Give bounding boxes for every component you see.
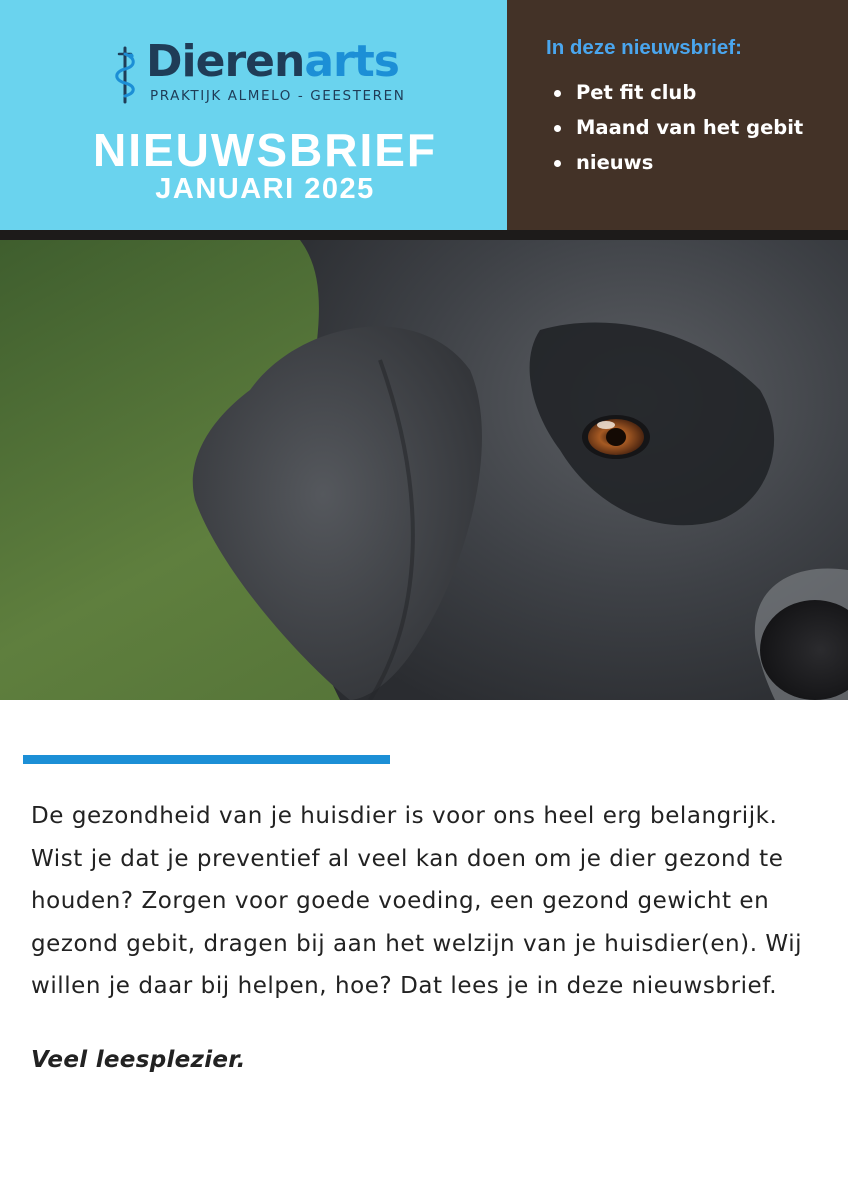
- intro-paragraph: De gezondheid van je huisdier is voor ons heel erg belangrijk. Wist je dat je preventief al veel kan doen om je dier gezond te houden? Zorgen voor goede voeding, een gezond gewicht en gezond gebit, dragen bij aan het welzijn van je huisdier(en). Wij willen je daar bij helpen, hoe? Dat lees je in deze nieuwsbrief.: [31, 803, 803, 999]
- clinic-logo: [110, 36, 410, 108]
- accent-bar: [23, 755, 390, 764]
- toc-item[interactable]: [552, 80, 803, 115]
- clinic-name-blue: arts: [304, 36, 399, 87]
- toc-item[interactable]: [552, 115, 803, 150]
- caduceus-icon: [110, 44, 140, 104]
- newsletter-date: JANUARI 2025: [155, 173, 375, 205]
- toc-item-label: nieuws: [576, 151, 654, 174]
- toc-item-label: Maand van het gebit: [576, 116, 804, 139]
- toc-item-label: Pet fit club: [576, 81, 697, 104]
- bullet-icon: [554, 125, 561, 132]
- toc-item[interactable]: [552, 150, 803, 185]
- clinic-subtitle: PRAKTIJK ALMELO - GEESTEREN: [150, 88, 406, 104]
- clinic-name-dark: Dieren: [146, 36, 305, 87]
- dog-illustration: [0, 240, 848, 700]
- bullet-icon: [554, 160, 561, 167]
- signoff-text: Veel leesplezier.: [31, 1047, 246, 1073]
- clinic-name: [146, 36, 399, 88]
- black-dog-photo: [0, 240, 848, 700]
- bullet-icon: [554, 90, 561, 97]
- header-divider: [0, 230, 848, 240]
- toc-list: [552, 80, 803, 185]
- newsletter-title: NIEUWSBRIEF: [93, 124, 437, 176]
- toc-heading: In deze nieuwsbrief:: [546, 36, 742, 59]
